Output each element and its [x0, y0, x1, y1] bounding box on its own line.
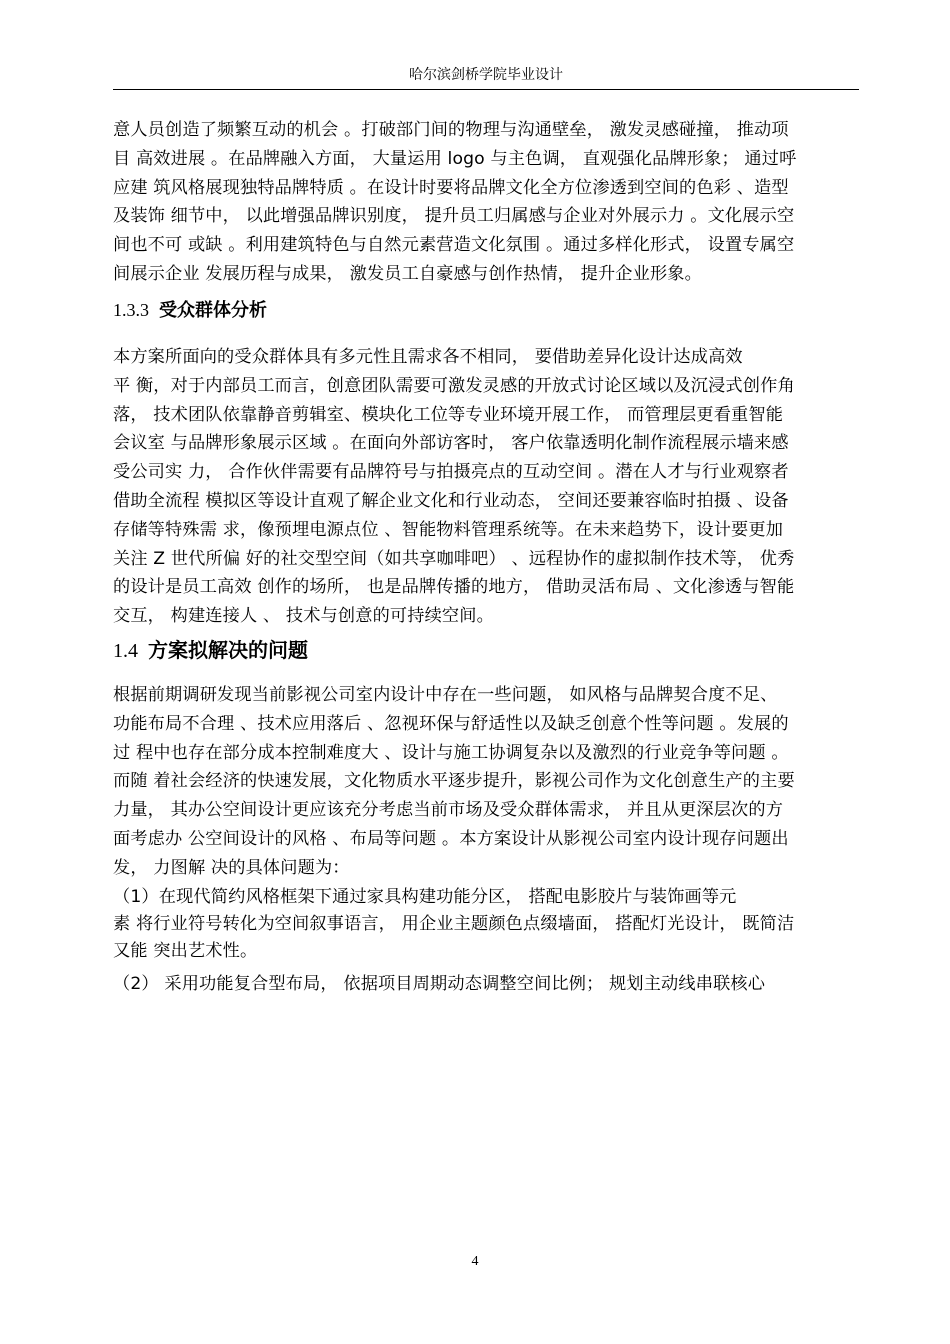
- paragraph-3: [113, 681, 863, 883]
- text-line: （2） 采用功能复合型布局， 依据项目周期动态调整空间比例； 规划主动线串联核心: [113, 974, 766, 994]
- text-line: 面考虑办 公空间设计的风格 、布局等问题 。本方案设计从影视公司室内设计现存问题出: [113, 828, 789, 849]
- text-line: 落， 技术团队依靠静音剪辑室、模块化工位等专业环境开展工作， 而管理层更看重智能: [113, 404, 784, 425]
- section-title: 受众群体分析: [159, 300, 267, 321]
- text-line: 存储等特殊需 求，像预埋电源点位 、智能物料管理系统等。在未来趋势下，设计要更加: [113, 519, 784, 540]
- header-divider: [113, 89, 859, 90]
- section-number: 1.4: [113, 640, 138, 662]
- text-line: 过 程中也存在部分成本控制难度大 、设计与施工协调复杂以及激烈的行业竞争等问题 。: [113, 742, 789, 763]
- text-line: 的设计是员工高效 创作的场所， 也是品牌传播的地方， 借助灵活布局 、文化渗透与智能: [113, 577, 795, 598]
- section-number: 1.3.3: [113, 300, 149, 320]
- list-item-1: [113, 884, 863, 965]
- text-line: 应建 筑风格展现独特品牌特质 。在设计时要将品牌文化全方位渗透到空间的色彩 、造型: [113, 177, 789, 198]
- page-header: 哈尔滨剑桥学院毕业设计: [409, 67, 563, 83]
- text-line: 力量， 其办公空间设计更应该充分考虑当前市场及受众群体需求， 并且从更深层次的方: [113, 800, 784, 821]
- text-line: （1）在现代简约风格框架下通过家具构建功能分区， 搭配电影胶片与装饰画等元: [113, 887, 737, 907]
- text-line: 又能 突出艺术性。: [113, 941, 258, 961]
- text-line: 功能布局不合理 、技术应用落后 、忽视环保与舒适性以及缺乏创意个性等问题 。发展的: [113, 713, 789, 734]
- section-heading-1-3-3: [113, 296, 267, 325]
- section-heading-1-4: [113, 635, 308, 666]
- text-line: 间也不可 或缺 。利用建筑特色与自然元素营造文化氛围 。通过多样化形式， 设置专属空: [113, 235, 795, 256]
- text-line: 意人员创造了频繁互动的机会 。打破部门间的物理与沟通壁垒， 激发灵感碰撞， 推动项: [113, 120, 789, 140]
- text-line: 及装饰 细节中， 以此增强品牌识别度， 提升员工归属感与企业对外展示力 。文化展示空: [113, 206, 795, 227]
- text-line: 发， 力图解 决的具体问题为：: [113, 857, 350, 878]
- section-title: 方案拟解决的问题: [148, 638, 308, 662]
- text-line: 素 将行业符号转化为空间叙事语言， 用企业主题颜色点缀墙面， 搭配灯光设计， 既简洁: [113, 914, 795, 934]
- page-number: 4: [471, 1254, 479, 1269]
- paragraph-1: [113, 116, 863, 289]
- paragraph-2: [113, 343, 863, 631]
- text-line: 间展示企业 发展历程与成果， 激发员工自豪感与创作热情， 提升企业形象。: [113, 263, 702, 284]
- text-line: 关注 Z 世代所偏 好的社交型空间（如共享咖啡吧） 、远程协作的虚拟制作技术等， 优秀: [113, 548, 795, 569]
- text-line: 而随 着社会经济的快速发展，文化物质水平逐步提升，影视公司作为文化创意生产的主要: [113, 771, 795, 792]
- text-line: 交互， 构建连接人 、 技术与创意的可持续空间。: [113, 606, 494, 627]
- text-line: 根据前期调研发现当前影视公司室内设计中存在一些问题， 如风格与品牌契合度不足、: [113, 685, 778, 705]
- text-line: 会议室 与品牌形象展示区域 。在面向外部访客时， 客户依靠透明化制作流程展示墙来感: [113, 433, 789, 454]
- text-line: 受公司实 力， 合作伙伴需要有品牌符号与拍摄亮点的互动空间 。潜在人才与行业观察者: [113, 462, 789, 483]
- text-line: 平 衡，对于内部员工而言，创意团队需要可激发灵感的开放式讨论区域以及沉浸式创作角: [113, 375, 795, 396]
- text-line: 本方案所面向的受众群体具有多元性且需求各不相同， 要借助差异化设计达成高效: [113, 347, 743, 367]
- text-line: 借助全流程 模拟区等设计直观了解企业文化和行业动态， 空间还要兼容临时拍摄 、设备: [113, 490, 789, 511]
- list-item-2: [113, 970, 863, 999]
- text-line: 目 高效进展 。在品牌融入方面， 大量运用 logo 与主色调， 直观强化品牌形象； 通过呼: [113, 148, 797, 169]
